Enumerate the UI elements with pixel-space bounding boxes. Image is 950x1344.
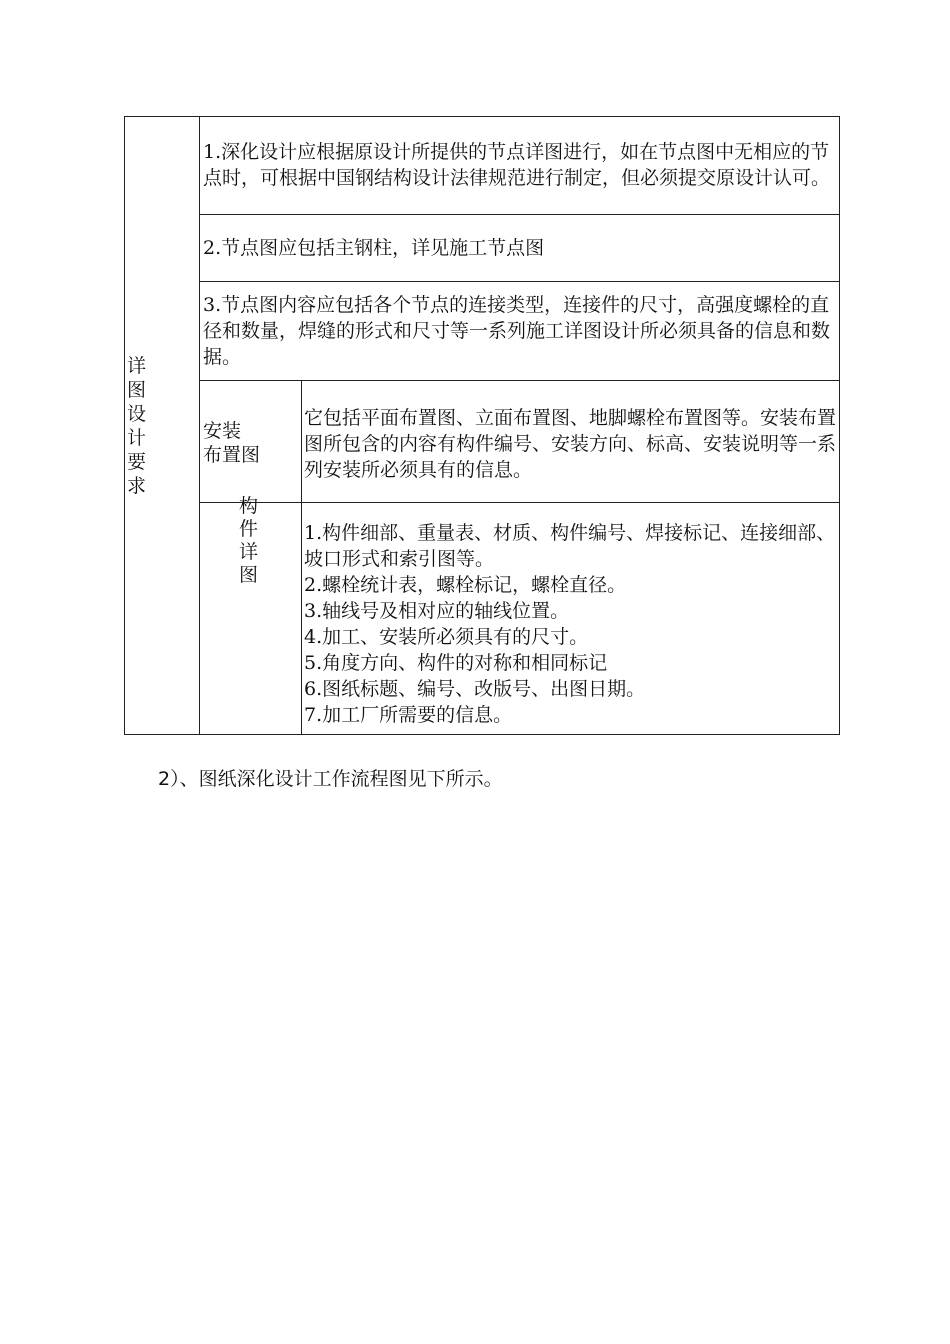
- install-layout-label: [203, 419, 260, 467]
- component-detail-label: 构件详图: [239, 495, 259, 586]
- table-divider: [199, 380, 839, 381]
- section-label-cell: [125, 117, 199, 734]
- flowchart-caption: 2）、图纸深化设计工作流程图见下所示。: [158, 768, 503, 790]
- section-label: 详图设计要求: [127, 354, 147, 497]
- list-item: 1.构件细部、重量表、材质、构件编号、焊接标记、连接细部、坡口形式和索引图等。: [304, 522, 836, 570]
- list-item: 3.轴线号及相对应的轴线位置。: [304, 600, 570, 622]
- list-item: 6.图纸标题、编号、改版号、出图日期。: [304, 678, 646, 700]
- requirement-text-2: 2.节点图应包括主钢柱，详见施工节点图: [203, 237, 545, 259]
- list-item: 5.角度方向、构件的对称和相同标记: [304, 652, 608, 674]
- requirement-text-3: 3.节点图内容应包括各个节点的连接类型，连接件的尺寸，高强度螺栓的直径和数量，焊缝的形式和尺寸等一系列施工详图设计所必须具备的信息和数据。: [203, 294, 831, 368]
- install-label-line1: 安装: [203, 420, 242, 442]
- table-row: [201, 215, 839, 281]
- requirement-text-1: 1.深化设计应根据原设计所提供的节点详图进行，如在节点图中无相应的节点时，可根据中国钢结构设计法律规范进行制定，但必须提交原设计认可。: [203, 141, 831, 189]
- install-layout-text: [303, 405, 839, 483]
- table-divider: [199, 117, 200, 734]
- install-label-line2: 布置图: [203, 444, 261, 466]
- list-item: 4.加工、安装所必须具有的尺寸。: [304, 626, 589, 648]
- table-divider: [199, 281, 839, 282]
- table-row: [201, 125, 839, 205]
- list-item: 2.螺栓统计表，螺栓标记，螺栓直径。: [304, 574, 627, 596]
- list-item: 7.加工厂所需要的信息。: [304, 704, 513, 726]
- table-divider: [301, 380, 302, 734]
- component-detail-list: [303, 520, 841, 728]
- install-layout-description: 它包括平面布置图、立面布置图、地脚螺栓布置图等。安装布置图所包含的内容有构件编号、安装方向、标高、安装说明等一系列安装所必须具有的信息。: [304, 407, 837, 481]
- detail-requirements-table: [124, 116, 840, 735]
- table-row: [201, 289, 839, 373]
- table-divider: [199, 502, 839, 503]
